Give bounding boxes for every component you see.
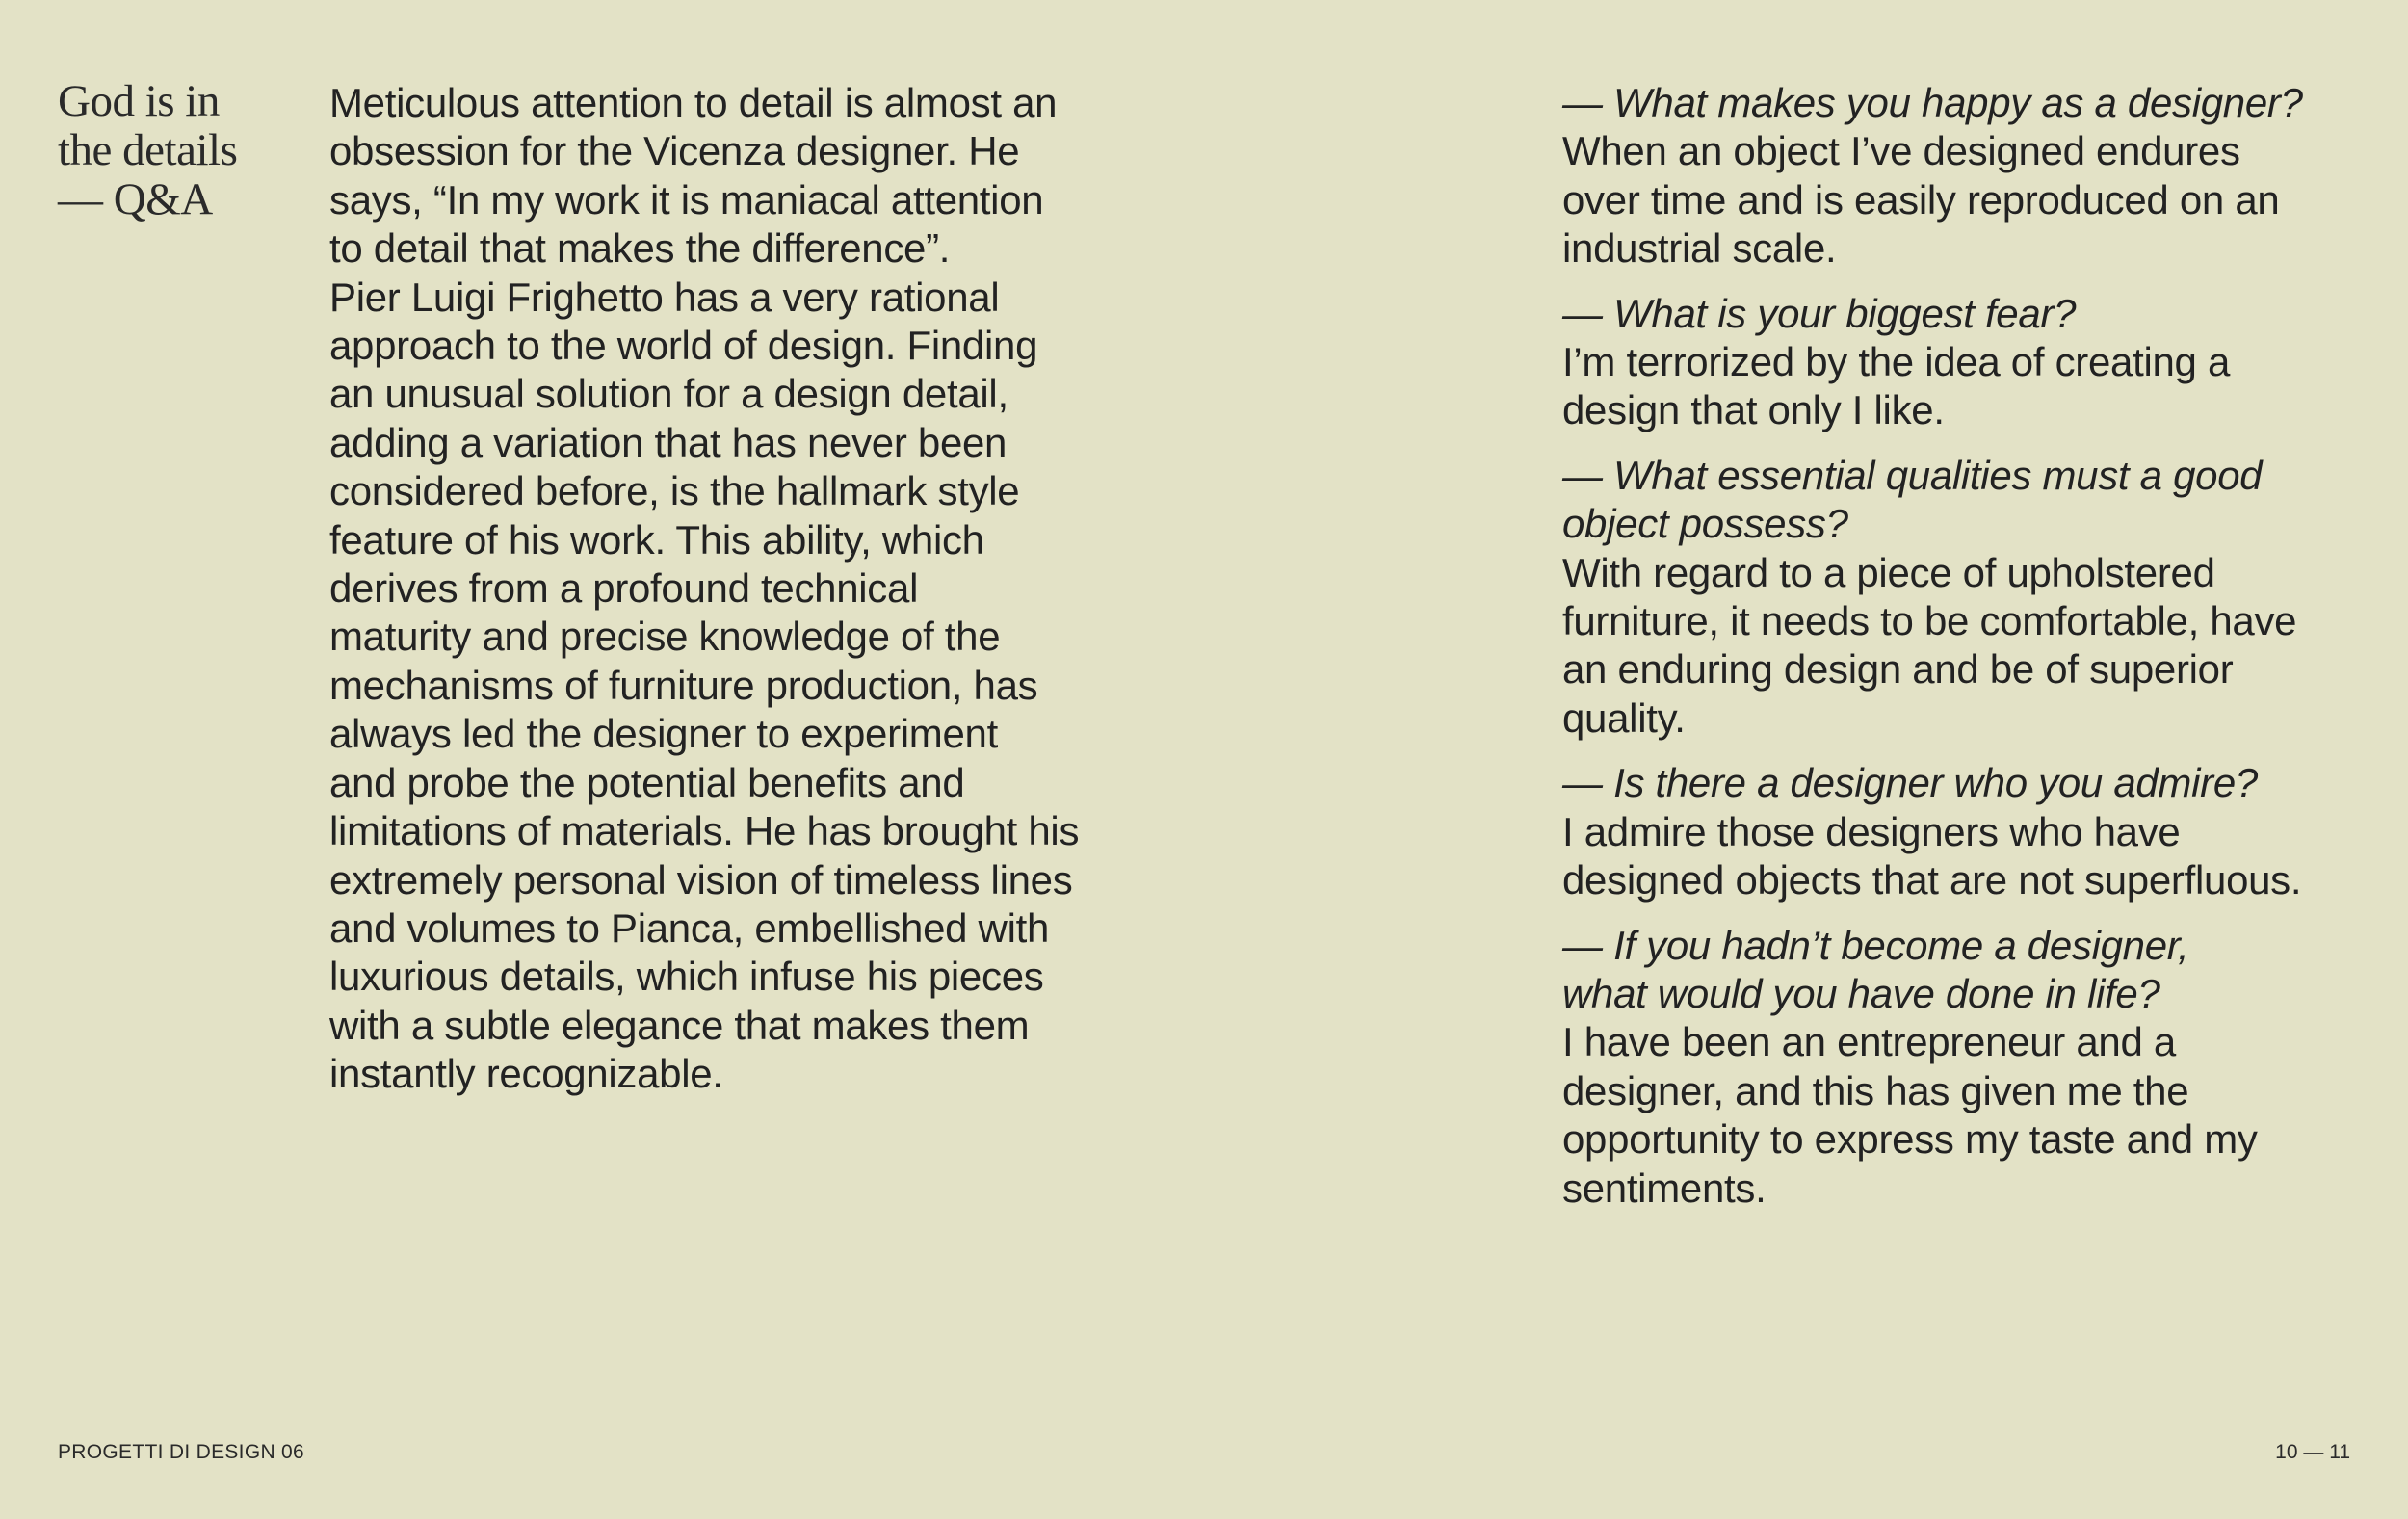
qa-item: [1562, 452, 2371, 743]
question-line: — If you hadn’t become a designer,: [1562, 922, 2189, 968]
question-line: object possess?: [1562, 501, 1848, 547]
answer-line: I admire those designers who have: [1562, 808, 2181, 854]
answer-line: I’m terrorized by the idea of creating a: [1562, 339, 2231, 385]
intro-line: says, “In my work it is maniacal attention: [329, 176, 1044, 223]
qa-item: [1562, 290, 2371, 435]
intro-line: Pier Luigi Frighetto has a very rational: [329, 274, 1000, 320]
question-line: — What essential qualities must a good: [1562, 452, 2263, 498]
question-line: what would you have done in life?: [1562, 970, 2160, 1016]
question-line: — Is there a designer who you admire?: [1562, 760, 2258, 806]
intro-line: always led the designer to experiment: [329, 711, 998, 757]
answer-line: design that only I like.: [1562, 387, 1945, 433]
intro-line: instantly recognizable.: [329, 1051, 723, 1097]
intro-line: adding a variation that has never been: [329, 419, 1008, 465]
question-line: — What is your biggest fear?: [1562, 290, 2077, 336]
intro-line: obsession for the Vicenza designer. He: [329, 128, 1020, 174]
answer-line: an enduring design and be of superior: [1562, 646, 2234, 693]
intro-line: mechanisms of furniture production, has: [329, 662, 1038, 708]
answer-line: opportunity to express my taste and my: [1562, 1116, 2258, 1163]
intro-line: derives from a profound technical: [329, 565, 919, 612]
intro-line: with a subtle elegance that makes them: [329, 1002, 1030, 1048]
intro-line: an unusual solution for a design detail,: [329, 371, 1008, 417]
answer-line: I have been an entrepreneur and a: [1562, 1019, 2176, 1065]
answer-line: industrial scale.: [1562, 225, 1837, 272]
intro-line: limitations of materials. He has brought his: [329, 808, 1080, 854]
answer-line: designed objects that are not superfluous.: [1562, 857, 2302, 904]
page-numbers: 10 — 11: [2275, 1441, 2350, 1463]
qa-column: [1562, 79, 2371, 1229]
intro-line: and volumes to Pianca, embellished with: [329, 904, 1050, 951]
intro-line: and probe the potential benefits and: [329, 759, 965, 805]
qa-item: [1562, 922, 2371, 1213]
question-line: — What makes you happy as a designer?: [1562, 80, 2303, 125]
publication-name: PROGETTI DI DESIGN 06: [58, 1441, 305, 1463]
intro-paragraph: [329, 79, 1129, 1099]
intro-line: considered before, is the hallmark style: [329, 468, 1020, 514]
answer-line: sentiments.: [1562, 1165, 1767, 1211]
intro-line: feature of his work. This ability, which: [329, 516, 984, 563]
answer-line: quality.: [1562, 694, 1686, 741]
answer-line: furniture, it needs to be comfortable, have: [1562, 598, 2297, 644]
title-line: — Q&A: [58, 174, 213, 224]
intro-line: maturity and precise knowledge of the: [329, 614, 1001, 660]
intro-line: to detail that makes the difference”.: [329, 225, 951, 272]
answer-line: over time and is easily reproduced on an: [1562, 176, 2280, 223]
answer-line: With regard to a piece of upholstered: [1562, 549, 2215, 595]
title-line: God is in: [58, 76, 220, 126]
intro-line: Meticulous attention to detail is almost an: [329, 80, 1058, 125]
answer-line: When an object I’ve designed endures: [1562, 128, 2240, 174]
intro-line: extremely personal vision of timeless lines: [329, 856, 1073, 903]
qa-item: [1562, 759, 2371, 904]
qa-item: [1562, 79, 2371, 274]
title-line: the details: [58, 125, 238, 175]
section-title: [58, 77, 299, 224]
intro-line: luxurious details, which infuse his pieces: [329, 954, 1044, 1000]
intro-line: approach to the world of design. Finding: [329, 323, 1038, 369]
answer-line: designer, and this has given me the: [1562, 1067, 2189, 1113]
